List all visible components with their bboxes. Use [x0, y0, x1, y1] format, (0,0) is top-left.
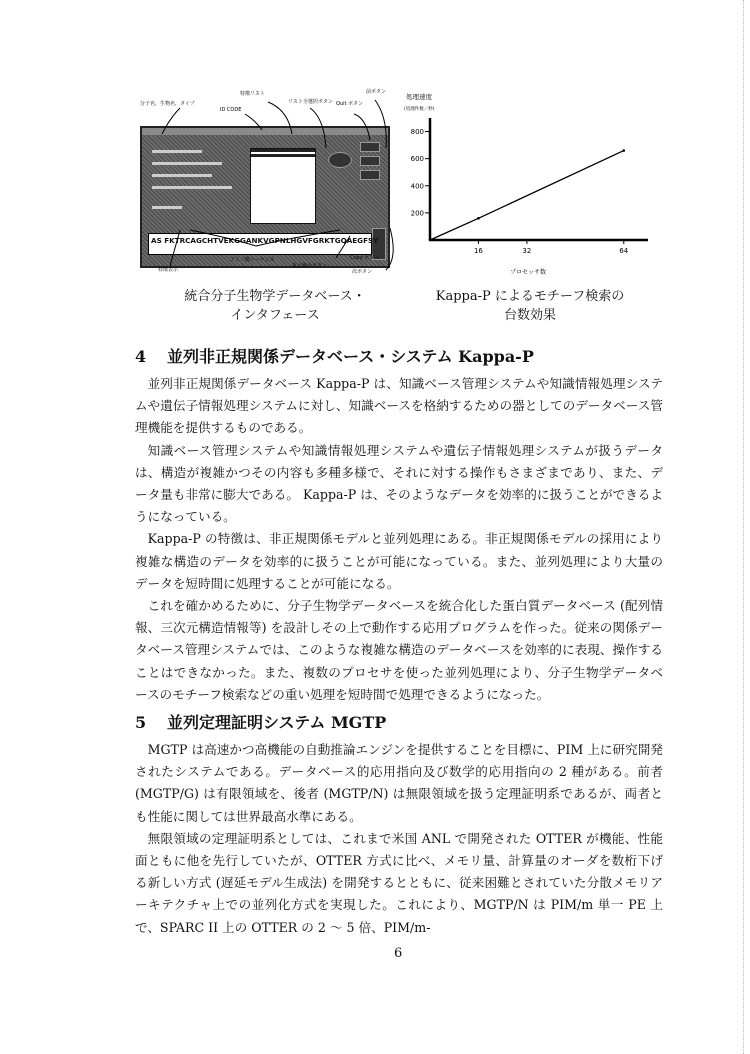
data-point [429, 239, 432, 242]
callout-id-code: ID CODE [220, 107, 242, 113]
paragraph: 並列非正規関係データベース Kappa-P は、知識ベース管理システムや知識情報処理システムや遺伝子情報処理システムに対し、知識ベースを格納するための器としてのデータベース管理機能を提供するものである。 [135, 376, 663, 436]
callout-copy-button: Copy ボタン [350, 255, 380, 261]
callout-leaders [140, 88, 398, 273]
figure-interface [140, 88, 398, 273]
speedup-chart [398, 88, 658, 280]
caption-left [160, 287, 390, 325]
figure-chart [398, 88, 658, 280]
callout-amino-acid-sequence: アミノ酸シーケンス [230, 257, 275, 263]
callout-select-all-button: リスト全選択ボタン [288, 99, 333, 105]
callout-prev-button: 前ボタン [366, 89, 387, 95]
section-4-body [135, 373, 663, 706]
paragraph: MGTP は高速かつ高機能の自動推論エンジンを提供することを目標に、PIM 上に研究開発されたシステムである。データベース的応用指向及び数学的応用指向の 2 種がある。前者 (MGTP/G) は有限領域を、後者 (MGTP/N) は無限領域を扱う定理証明系であるが、両者とも性能に関しては世界最高水準にある。 [135, 742, 663, 824]
paragraph: 無限領域の定理証明系としては、これまで米国 ANL で開発された OTTER が機能、性能面ともに他を先行していたが、OTTER 方式に比べ、メモリ量、計算量のオーダを数桁下げる新しい方式 (遅延モデル生成法) を開発するとともに、従来困難とされていた分散メモリアーキテクチャ上での並列化方式を実現した。これにより、MGTP/N は PIM/m 単一 PE 上で、SPARC II 上の OTTER の 2 ～ 5 倍、PIM/m- [135, 830, 663, 935]
chart-ylabel-unit: (処理件数／秒) [404, 107, 435, 112]
callout-feature-list: 特徴リスト [240, 91, 265, 97]
x-tick-label: 16 [473, 247, 483, 255]
callout-next-button: 次ボタン [352, 269, 373, 275]
scan-edge-marks [743, 0, 750, 1054]
data-point [477, 217, 480, 220]
section-5-number: 5 [135, 713, 147, 732]
section-4-heading [135, 344, 534, 367]
callout-molecule-type: 分子名，生物名，タイプ [140, 101, 195, 107]
y-tick-label: 800 [410, 128, 424, 137]
chart-ylabel: 処理速度 [406, 93, 432, 101]
section-4-title: 並列非正規関係データベース・システム Kappa-P [167, 347, 534, 366]
chart-xlabel: プロセッサ数 [509, 269, 547, 276]
caption-left-line-2: インタフェース [230, 308, 320, 323]
section-5-body [135, 739, 663, 939]
callout-zoom-button: 拡大縮小ボタン [292, 263, 328, 269]
caption-left-line-1: 統合分子生物学データベース・ [184, 289, 366, 304]
caption-right [400, 287, 660, 325]
data-point [622, 149, 625, 152]
y-tick-label: 600 [410, 155, 424, 164]
x-tick-label: 32 [522, 247, 532, 255]
amino-acid-sequence: AS FKTRCAGCHTVEKGGANKVGPNLHGVFGRKTGQAEGFSY [151, 236, 379, 245]
section-4-number: 4 [135, 347, 147, 366]
callout-feature-display: 特徴表示 [158, 267, 179, 273]
paragraph: これを確かめるために、分子生物学データベースを統合化した蛋白質データベース (配列情報、三次元構造情報等) を設計しその上で動作する応用プログラムを作った。従来の関係データベース管理システムでは、このような複雑な構造のデータベースを効率的に表現、操作することはできなかった。また、複数のプロセサを使った並列処理により、分子生物学データベースのモチーフ検索などの重い処理を短時間で処理できるようになった。 [135, 598, 663, 702]
x-tick-label: 64 [619, 247, 629, 255]
page-number: 6 [394, 946, 403, 961]
paragraph: Kappa-P の特徴は、非正規関係モデルと並列処理にある。非正規関係モデルの採用により複雑な構造のデータを効率的に扱うことが可能になっている。また、並列処理により大量のデータを短時間に処理することが可能になる。 [135, 531, 663, 591]
callout-quit-button: Quit ボタン [336, 101, 364, 107]
section-5-heading [135, 710, 386, 733]
caption-right-line-1: Kappa-P によるモチーフ検索の [435, 289, 625, 304]
section-5-title: 並列定理証明システム MGTP [167, 713, 387, 732]
paragraph: 知識ベース管理システムや知識情報処理システムや遺伝子情報処理システムが扱うデータは、構造が複雑かつその内容も多種多様で、それに対する操作もさまざまであり、また、データ量も非常に膨大である。 Kappa-P は、そのようなデータを効率的に扱うことができるようになっている。 [135, 442, 663, 525]
caption-right-line-2: 台数効果 [503, 308, 556, 323]
y-tick-label: 200 [410, 209, 424, 218]
series-line [430, 151, 624, 240]
y-tick-label: 400 [410, 182, 424, 191]
